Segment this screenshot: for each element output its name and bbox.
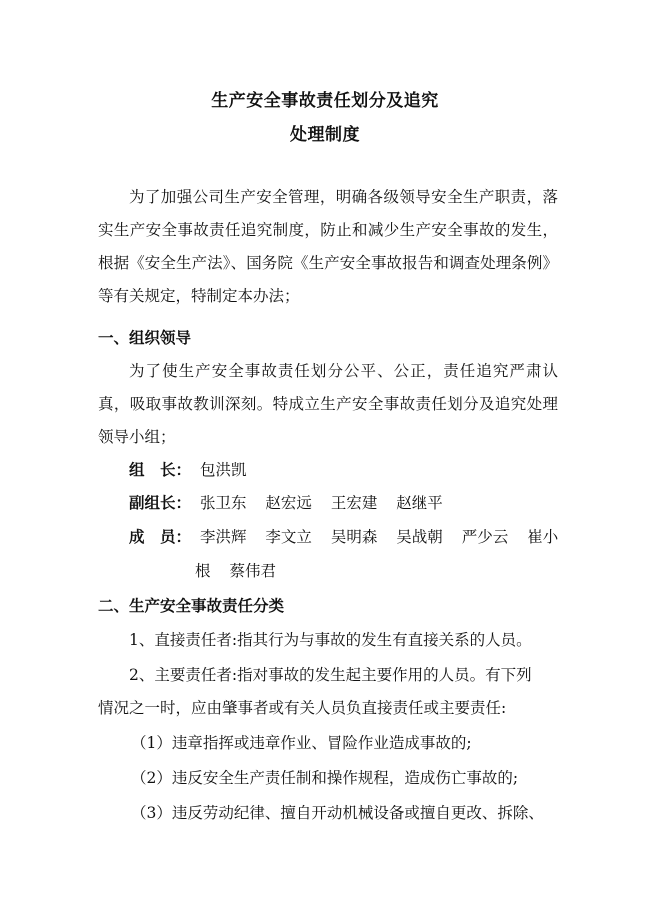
member-name: 蔡伟君 (229, 562, 276, 580)
section1-paragraph: 为了使生产安全事故责任划分公平、公正，责任追究严肃认真，吸取事故教训深刻。特成立生产安全事故责任划分及追究处理领导小组； (98, 362, 558, 446)
section2-item-1: 1、直接责任者:指其行为与事故的发生有直接关系的人员。 (129, 631, 532, 649)
leader-label: 组 长： (129, 461, 192, 479)
members-row (129, 521, 558, 554)
section2-subitem-2: （2）违反安全生产责任制和操作规程，造成伤亡事故的; (131, 769, 519, 787)
deputy-label: 副组长： (129, 494, 192, 512)
section2-subitem-1: （1）违章指挥或违章作业、冒险作业造成事故的; (131, 734, 472, 752)
member-name: 李文立 (265, 528, 312, 546)
deputy-name: 赵宏远 (265, 494, 312, 512)
members-row-continued (195, 555, 276, 588)
member-name: 严少云 (461, 528, 509, 546)
deputy-row (129, 487, 443, 520)
section2-subitem-3: （3）违反劳动纪律、擅自开动机械设备或擅自更改、拆除、 (131, 804, 544, 822)
members-label: 成 员： (129, 528, 192, 546)
member-name: 吴明森 (330, 528, 378, 546)
deputy-name: 赵继平 (396, 494, 443, 512)
intro-paragraph: 为了加强公司生产安全管理，明确各级领导安全生产职责，落实生产安全事故责任追究制度，防止和减少生产安全事故的发生，根据《安全生产法》、国务院《生产安全事故报告和调查处理条例》等有关规定，特制定本办法； (98, 188, 558, 305)
section2-heading: 二、生产安全事故责任分类 (98, 597, 285, 615)
leader-row (129, 454, 246, 487)
document-subtitle: 处理制度 (290, 125, 360, 145)
document-title: 生产安全事故责任划分及追究 (211, 91, 439, 111)
member-name: 崔小 (527, 528, 559, 546)
leader-name: 包洪凯 (199, 461, 247, 479)
section2-item-2-continued: 情况之一时，应由肇事者或有关人员负直接责任或主要责任: (98, 699, 507, 717)
member-name: 吴战朝 (396, 528, 443, 546)
section2-item-2: 2、主要责任者:指对事故的发生起主要作用的人员。有下列 (129, 666, 532, 684)
member-name: 根 (195, 562, 211, 580)
section1-heading: 一、组织领导 (98, 329, 192, 347)
member-name: 李洪辉 (199, 528, 247, 546)
deputy-name: 王宏建 (330, 494, 378, 512)
deputy-name: 张卫东 (199, 494, 247, 512)
